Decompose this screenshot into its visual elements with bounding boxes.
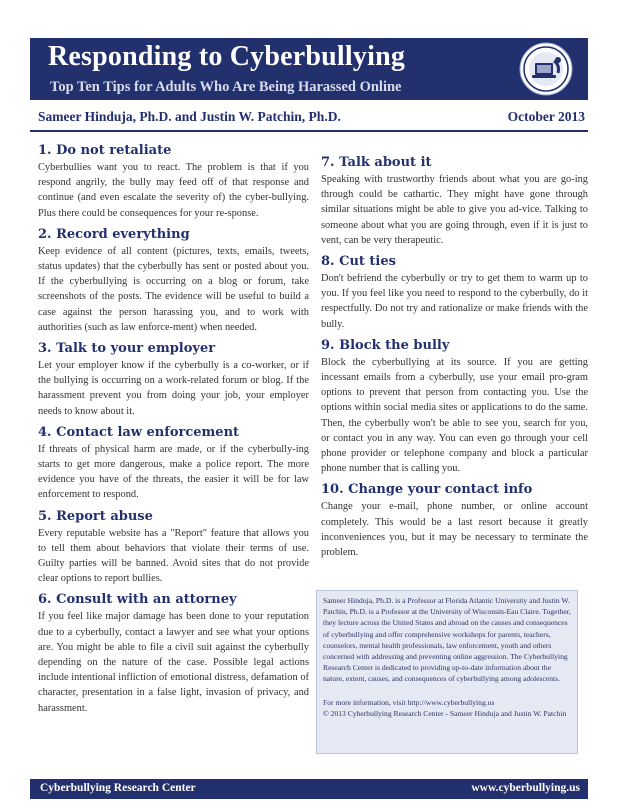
tip-7: [321, 155, 588, 248]
author-bio: Sameer Hinduja, Ph.D. is a Professor at Florida Atlantic University and Justin W. Patchin, Ph.D. is a Professor at the University of Wisconsin-Eau Claire. Together, they lecture across the United States and abroad on the causes and consequences of cyberbullying and offer comprehensive workshops for parents, teachers, counselors, mental health professionals, law enforcement, youth and others concerned with addressing and preventing online aggression. The Cyberbullying Research Center is dedicated to providing up-to-date information about the nature, extent, causes, and consequences of cyberbullying among adolescents.: [323, 596, 571, 684]
tip-5: [38, 509, 309, 587]
authors: Sameer Hinduja, Ph.D. and Justin W. Patchin, Ph.D.: [38, 109, 341, 124]
tip-body: Don't befriend the cyberbully or try to get them to warm up to you. If you feel like you need to respond to the cyberbully, do it respectfully. Do not try and rationalize or make friends with the bully.: [321, 273, 588, 330]
publication-date: October 2013: [507, 109, 585, 124]
right-column: [321, 155, 588, 566]
tip-body: Change your e-mail, phone number, or online account completely. This would be a last resort because it greatly inconveniences you, but it may be necessary to terminate the problem.: [321, 501, 588, 559]
tip-8: [321, 254, 588, 332]
tip-10: [321, 482, 588, 560]
tip-body: Keep evidence of all content (pictures, texts, emails, tweets, status updates) that the cyberbully has sent or posted about you. If the cyberbullying is occurring on a blog or forum, take screenshots of the posts. The evidence will be useful to build a case against the person harassing you, and to work with authorities (such as law enforce-ment) when needed.: [38, 245, 309, 333]
page-title: Responding to Cyberbullying: [48, 41, 406, 72]
page-subtitle: Top Ten Tips for Adults Who Are Being Harassed Online: [50, 79, 402, 95]
tip-9: [321, 338, 588, 477]
tip-heading: 5. Report abuse: [38, 508, 153, 524]
footer-url[interactable]: www.cyberbullying.us: [471, 782, 580, 794]
tip-heading: 3. Talk to your employer: [38, 341, 216, 357]
tip-heading: 8. Cut ties: [321, 254, 396, 270]
tip-heading: 10. Change your contact info: [321, 482, 533, 498]
tip-body: If threats of physical harm are made, or if the cyberbully-ing starts to get more dangerous, make a police report. The more evidence you have of the threats, the easier it will be for law enforcement to respond.: [38, 443, 309, 501]
tip-body: If you feel like major damage has been done to your reputation due to a cyberbully, contact a lawyer and see what your options are. You might be able to file a civil suit against the cyberbully depending on the nature of the case. Possible legal actions include intentional infliction of emotional distress, defamation of character, presentation in a false light, invasion of privacy, and harassment.: [38, 611, 309, 714]
tip-body: Block the cyberbullying at its source. If you are getting incessant emails from a cyberbully, use your email pro-gram options to prevent that person from contacting you. Use the options within social media sites or applications to do the same. Then, the cyberbully won't be able to see you, search for you, or contact you in any way. You can even go through your cell phone provider or telephone company and block a particular phone number that is calling you.: [321, 356, 588, 475]
tip-2: [38, 227, 309, 335]
cyberbullying-seal-icon: [518, 41, 574, 97]
tip-4: [38, 425, 309, 503]
author-info-box: [316, 590, 578, 754]
tip-body: Every reputable website has a "Report" feature that allows you to tell them about behaviors that violate their terms of use. Guilty parties will be banned. Avoid sites that do not provide clear options to report bullies.: [38, 527, 309, 585]
tip-heading: 6. Consult with an attorney: [38, 592, 237, 608]
tip-heading: 7. Talk about it: [321, 155, 432, 170]
title-banner: [30, 38, 588, 100]
more-info-link[interactable]: For more information, visit http://www.cyberbullying.us: [323, 697, 495, 707]
divider: [30, 130, 588, 132]
footer-bar: [30, 779, 588, 799]
tip-body: Speaking with trustworthy friends about what you are go-ing through could be cathartic. They might have gone through similar situations might be able to give you ad-vice. Talking to someone about what you are going through, even if it is just to vent, can be very therapeutic.: [321, 174, 588, 246]
tip-heading: 9. Block the bully: [321, 337, 450, 353]
left-column: [38, 143, 309, 722]
tip-heading: 4. Contact law enforcement: [38, 424, 240, 440]
tip-6: [38, 592, 309, 715]
copyright: © 2013 Cyberbullying Research Center - Sameer Hinduja and Justin W. Patchin: [323, 708, 567, 718]
tip-heading: 2. Record everything: [38, 226, 190, 242]
tip-1: [38, 143, 309, 221]
tip-3: [38, 341, 309, 419]
footer-org: Cyberbullying Research Center: [40, 782, 196, 794]
tip-body: Let your employer know if the cyberbully is a co-worker, or if the bullying is occurring on a work-related forum or blog. If the harassment prevent you from doing your job, your employer needs to know about it.: [38, 360, 309, 417]
tip-body: Cyberbullies want you to react. The problem is that if you respond angrily, the bully may feed off of that response and continue (and even escalate the severity of) the cyber-bullying. Plus there could be consequences for your re-sponse.: [38, 162, 309, 219]
tip-heading: 1. Do not retaliate: [38, 143, 172, 158]
